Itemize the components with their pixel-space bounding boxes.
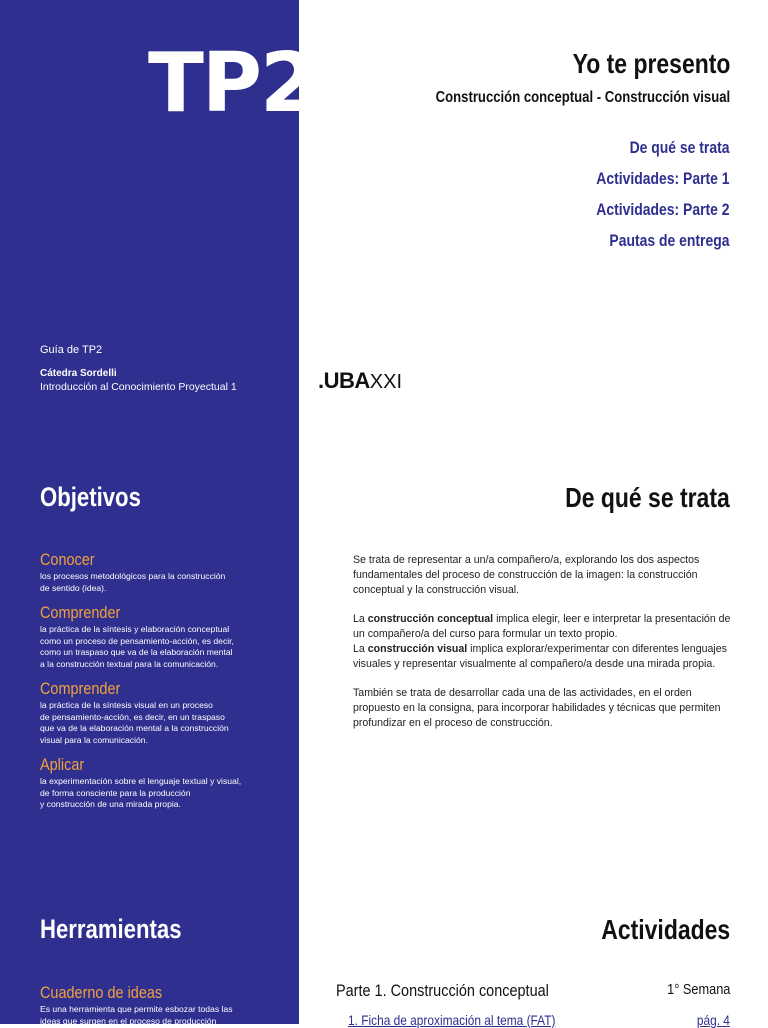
cover-subtitle: Construcción conceptual - Construcción visual <box>435 89 730 106</box>
toc-link-actividades-parte-1[interactable]: Actividades: Parte 1 <box>596 169 730 188</box>
guide-label: Guía de TP2 <box>40 344 103 356</box>
objetivo-head: Conocer <box>40 550 95 569</box>
objetivo-text: la práctica de la síntesis y elaboración conceptual como un proceso de pensamiento-acción, es decir, como un traspaso que va de la elaboración mental a la construcción textual para la comunicación. <box>40 624 234 669</box>
objetivo-head: Aplicar <box>40 755 85 774</box>
activity-page: pág. 4 <box>696 1012 730 1028</box>
objetivo-head: Comprender <box>40 603 121 622</box>
text-run: implica explorar/experimentar con diferentes lenguajes visuales y representar visualmente al compañero/a desde una mirada propia. <box>353 643 727 670</box>
cover-title: Yo te presento <box>572 48 730 79</box>
logo-suffix: XXI <box>369 371 403 393</box>
uba-xxi-logo <box>318 368 402 394</box>
course-name: Introducción al Conocimiento Proyectual 1 <box>40 381 237 393</box>
de-que-se-trata-body <box>353 553 731 745</box>
herramienta-head: Cuaderno de ideas <box>40 983 163 1002</box>
objetivos-heading: Objetivos <box>40 482 141 512</box>
objetivo-item <box>40 678 265 746</box>
paragraph: Se trata de representar a un/a compañero/a, explorando los dos aspectos fundamentales del proceso de construcción de la imagen: la construcción conceptual y la construcción visual. <box>353 554 700 596</box>
tp-code-title: TP2 <box>148 36 316 131</box>
herramienta-item <box>40 982 265 1027</box>
objetivo-text: los procesos metodológicos para la construcción de sentido (idea). <box>40 571 226 593</box>
actividades-heading: Actividades <box>601 914 730 945</box>
objetivo-item <box>40 549 265 594</box>
part-row <box>336 981 730 1001</box>
catedra-name: Cátedra Sordelli <box>40 368 117 379</box>
table-of-contents <box>567 132 730 256</box>
paragraph: También se trata de desarrollar cada una de las actividades, en el orden propuesto en la consigna, para incorporar habilidades y técnicas que permiten profundizar en el proceso de construcción. <box>353 687 721 729</box>
objetivos-list <box>40 549 265 819</box>
bold-term: construcción visual <box>367 643 468 655</box>
toc-link-pautas-de-entrega[interactable]: Pautas de entrega <box>609 231 730 250</box>
objetivo-head: Comprender <box>40 679 121 698</box>
activity-link[interactable] <box>348 1012 730 1028</box>
objetivo-text: la experimentación sobre el lenguaje textual y visual, de forma consciente para la producción y construcción de una mirada propia. <box>40 776 242 809</box>
objetivo-item <box>40 754 265 811</box>
text-run: La <box>353 643 368 655</box>
toc-link-de-que-se-trata[interactable]: De qué se trata <box>630 138 730 157</box>
part-title: Parte 1. Construcción conceptual <box>336 981 549 1000</box>
activity-label: 1. Ficha de aproximación al tema (FAT) <box>348 1012 556 1028</box>
herramienta-text: Es una herramienta que permite esbozar todas las ideas que surgen en el proceso de producción <box>40 1004 233 1026</box>
bold-term: construcción conceptual <box>367 613 494 625</box>
logo-main: .UBA <box>318 368 370 393</box>
objetivo-text: la práctica de la síntesis visual en un proceso de pensamiento-acción, es decir, en un traspaso que va de la elaboración mental a la construcción visual para la comunicación. <box>40 700 229 745</box>
toc-link-actividades-parte-2[interactable]: Actividades: Parte 2 <box>596 200 730 219</box>
part-week: 1° Semana <box>666 981 730 998</box>
text-run: La <box>353 613 368 625</box>
objetivo-item <box>40 602 265 670</box>
herramientas-heading: Herramientas <box>40 914 182 944</box>
paragraph <box>353 612 731 672</box>
de-que-se-trata-heading: De qué se trata <box>565 482 730 513</box>
text-run: implica elegir, leer e interpretar la presentación de un compañero/a del curso para formular un texto propio. <box>353 613 731 640</box>
left-panel <box>0 0 316 1026</box>
